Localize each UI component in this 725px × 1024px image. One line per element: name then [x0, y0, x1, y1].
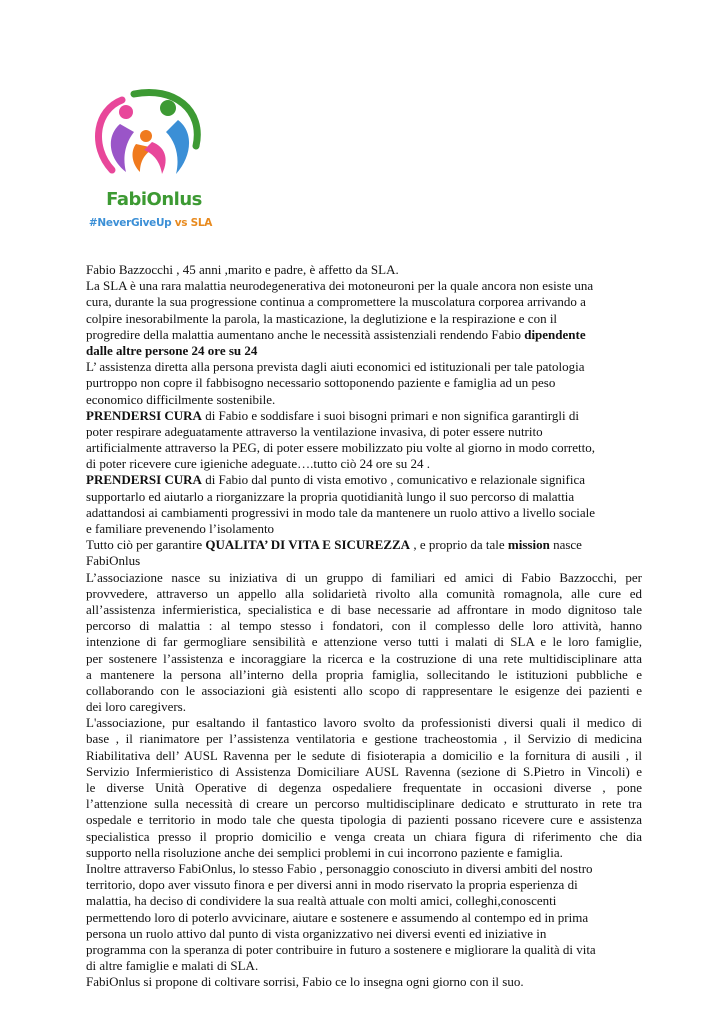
text-line: di poter ricevere cure igieniche adeguate….tutto ciò 24 ore su 24 .	[86, 456, 431, 472]
text-line: persona un ruolo attivo dal punto di vista organizzativo nei diversi eventi ed iniziative in	[86, 925, 547, 941]
text-line: percorso di malattia : al tempo stesso i fondatori, con il complesso delle loro attività, hanno	[86, 618, 642, 634]
text-line: adattandosi ai cambiamenti progressivi in modo tale da mantenere un ruolo attivo a livello sociale	[86, 504, 596, 520]
bold-run: dalle altre persone 24 ore su 24	[86, 342, 258, 358]
text-line: le diverse Unità Operative di degenza ospedaliere frequentate in occasioni diverse , pone	[86, 780, 642, 795]
text-line: FabiOnlus	[86, 553, 141, 569]
text-line: Servizio Infermieristico di Assistenza Domiciliare AUSL Ravenna (sezione di S.Pietro in Vincoli) e	[86, 763, 642, 779]
logo-tag-vs: vs SLA	[174, 217, 213, 229]
text-run: Tutto ciò per garantire	[86, 537, 206, 553]
text-run: di Fabio e soddisfare i suoi bisogni primari e non significa garantirgli di	[201, 407, 579, 423]
text-line: intenzione di far germogliare sensibilità e attenzione verso tutti i malati di SLA e le loro famiglie,	[86, 634, 642, 650]
text-line: supporto nella risoluzione anche dei semplici problemi in cui incorrono paziente e famiglia.	[86, 844, 563, 860]
text-line: l’attenzione sulla necessità di creare un percorso multidisciplinare dedicato e strutturato in rete tra	[86, 796, 642, 812]
text-line: cura, durante la sua progressione continua a compromettere la muscolatura corporea arrivando a	[86, 294, 586, 310]
text-line	[86, 537, 642, 553]
text-line: economico difficilmente sostenibile.	[86, 391, 276, 407]
text-line: di altre famiglie e malati di SLA.	[86, 958, 259, 974]
text-run: nasce	[549, 537, 582, 553]
text-line: provvedere, attraverso un appello alla solidarietà rivolto alla comunità romagnola, alle cure ed	[86, 585, 642, 601]
text-line	[86, 343, 642, 359]
text-line	[86, 472, 642, 488]
text-line: all’assistenza infermieristica, specialistica e di base necessarie ad affrontare in modo dignitoso tale	[86, 601, 642, 617]
text-line: artificialmente attraverso la PEG, di poter essere mobilizzato piu volte al giorno in modo corretto,	[86, 440, 596, 456]
logo-name: FabiOnlus	[106, 189, 202, 210]
text-line: permettendo loro di poterlo avvicinare, aiutare e sostenere e assumendo al contempo ed in prima	[86, 909, 589, 925]
text-line: programma con la speranza di poter contribuire in futuro a sostenere e migliorare la qualità di vita	[86, 941, 596, 957]
text-line: Inoltre attraverso FabiOnlus, lo stesso Fabio , personaggio conosciuto in diversi ambiti del nostro	[86, 860, 593, 876]
text-line: malattia, ha deciso di condividere la sua realtà attuale con molti amici, colleghi,conoscenti	[86, 893, 557, 909]
bold-run: PRENDERSI CURA	[86, 407, 202, 423]
family-figures-icon	[82, 84, 216, 238]
logo-tag-hashtag: #NeverGiveUp	[88, 217, 172, 229]
text-line: ospedale e territorio in modo tale che questa tipologia di pazienti possano ricevere cure e assistenza	[86, 812, 642, 828]
bold-run: dipendente	[524, 326, 586, 342]
text-line: e familiare prevenendo l’isolamento	[86, 521, 275, 536]
text-line: a mantenere la persona all’interno della propria famiglia, sollecitando le istituzioni pubbliche e	[86, 666, 642, 682]
text-line: dei loro caregivers.	[86, 699, 186, 715]
text-run: di Fabio dal punto di vista emotivo , comunicativo e relazionale significa	[201, 472, 585, 488]
text-line	[86, 327, 642, 343]
text-line: purtroppo non copre il fabbisogno necessario sottoponendo paziente e famiglia ad un peso	[86, 375, 556, 391]
text-line: Riabilitativa dell’ AUSL Ravenna per le sedute di fisioterapia a domicilio e la fornitura di ausili , il	[86, 747, 642, 763]
text-line: Fabio Bazzocchi , 45 anni ,marito e padre, è affetto da SLA.	[86, 262, 399, 277]
text-line: supportarlo ed aiutarlo a riorganizzare la propria quotidianità lungo il suo percorso di malattia	[86, 488, 575, 504]
text-line: FabiOnlus si propone di coltivare sorrisi, Fabio ce lo insegna ogni giorno con il suo.	[86, 974, 524, 990]
text-line: La SLA è una rara malattia neurodegenerativa dei motoneuroni per la quale ancora non esiste una	[86, 278, 594, 294]
text-line: collaborando con le associazioni già esistenti allo scopo di rappresentare le esigenze dei pazienti e	[86, 682, 642, 698]
bold-run: PRENDERSI CURA	[86, 472, 202, 488]
text-line: poter respirare adeguatamente attraverso la ventilazione invasiva, di poter essere nutrito	[86, 423, 543, 439]
text-line: L'associazione, pur esaltando il fantastico lavoro svolto da professionisti diversi quali il medico di	[86, 715, 642, 731]
bold-run: mission	[507, 537, 550, 553]
text-line: L’ assistenza diretta alla persona prevista dagli aiuti economici ed istituzionali per tale patologia	[86, 359, 585, 375]
text-line: L’associazione nasce su iniziativa di un gruppo di familiari ed amici di Fabio Bazzocchi, per	[86, 569, 642, 585]
logo-tagline	[85, 217, 216, 229]
bold-run: QUALITA’ DI VITA E SICUREZZA	[205, 537, 411, 553]
body-text	[86, 262, 642, 990]
fabionlus-logo	[82, 84, 216, 238]
text-run: , e proprio da tale	[410, 537, 508, 553]
text-line: base , il rianimatore per l’assistenza ventilatoria e gestione tracheostomia , il Servizio di medicina	[86, 731, 642, 747]
text-line: per sostenere l’assistenza e incoraggiare la ricerca e la costruzione di una rete multidisciplinare atta	[86, 650, 642, 666]
text-line: territorio, dopo aver vissuto finora e per diversi anni in modo riservato la propria esperienza di	[86, 877, 578, 893]
text-line: specialistica presso il proprio domicilio e venga creata un chiara figura di riferimento che dia	[86, 828, 642, 844]
text-line	[86, 408, 642, 424]
text-line: colpire inesorabilmente la parola, la masticazione, la deglutizione e la respirazione e con il	[86, 310, 558, 326]
text-run: progredire della malattia aumentano anche le necessità assistenziali rendendo Fabio	[86, 326, 525, 342]
